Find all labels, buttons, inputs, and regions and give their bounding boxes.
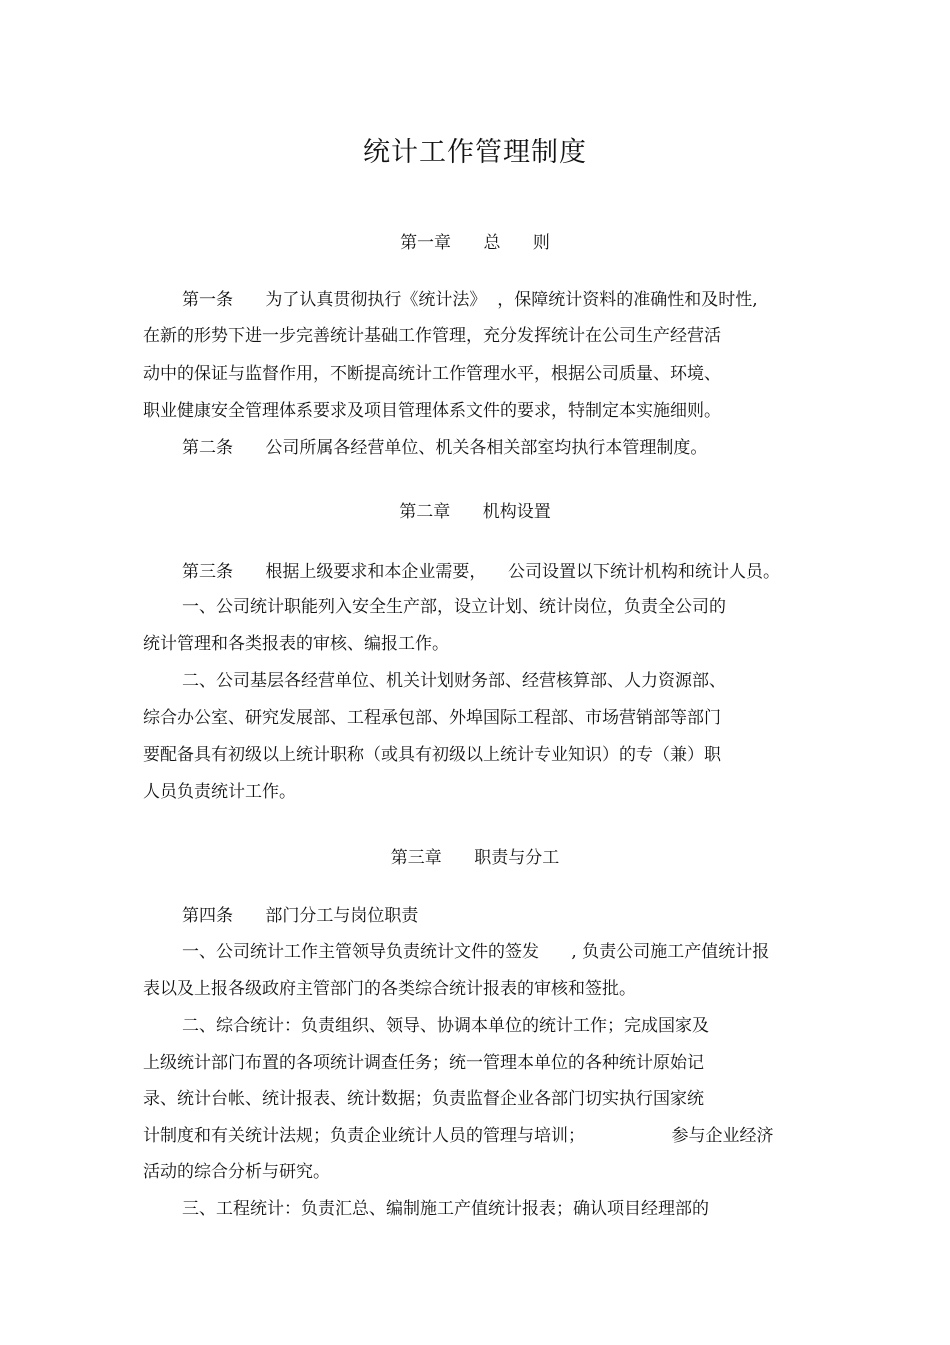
article-4-item-2-line-4: 计制度和有关统计法规；负责企业统计人员的管理与培训； 参与企业经济 [143,1126,774,1146]
document-title: 统计工作管理制度 [363,137,587,168]
article-4-item-1-line-2: 表以及上报各级政府主管部门的各类综合统计报表的审核和签批。 [143,979,636,999]
article-1-line-2: 在新的形势下进一步完善统计基础工作管理，充分发挥统计在公司生产经营活 [143,326,721,346]
article-3-item-2-line-4: 人员负责统计工作。 [143,782,296,802]
article-3-line-1: 第三条 根据上级要求和本企业需要， 公司设置以下统计机构和统计人员。 [182,562,781,582]
article-4-item-2-line-3: 录、统计台帐、统计报表、统计数据；负责监督企业各部门切实执行国家统 [143,1089,704,1109]
article-4-item-3-line-1: 三、工程统计：负责汇总、编制施工产值统计报表；确认项目经理部的 [182,1199,709,1219]
article-4-line-1: 第四条 部门分工与岗位职责 [182,906,419,926]
article-3-item-2-line-1: 二、公司基层各经营单位、机关计划财务部、经营核算部、人力资源部、 [182,671,726,691]
article-3-item-1-line-2: 统计管理和各类报表的审核、编报工作。 [143,634,449,654]
article-4-item-2-line-1: 二、综合统计：负责组织、领导、协调本单位的统计工作；完成国家及 [182,1016,709,1036]
article-1-line-1: 第一条 为了认真贯彻执行《统计法》 ，保障统计资料的准确性和及时性, [182,290,758,310]
article-1-line-4: 职业健康安全管理体系要求及项目管理体系文件的要求，特制定本实施细则。 [143,401,721,421]
article-1-line-3: 动中的保证与监督作用，不断提高统计工作管理水平，根据公司质量、环境、 [143,364,721,384]
article-3-item-2-line-3: 要配备具有初级以上统计职称（或具有初级以上统计专业知识）的专（兼）职 [143,745,721,765]
chapter-3-heading: 第三章 职责与分工 [390,848,560,868]
article-4-item-1-line-1: 一、公司统计工作主管领导负责统计文件的签发 , 负责公司施工产值统计报 [182,942,770,962]
chapter-2-heading: 第二章 机构设置 [399,502,551,522]
article-4-item-2-line-2: 上级统计部门布置的各项统计调查任务；统一管理本单位的各种统计原始记 [143,1053,704,1073]
chapter-1-heading: 第一章 总 则 [400,233,550,253]
article-3-item-1-line-1: 一、公司统计职能列入安全生产部，设立计划、统计岗位，负责全公司的 [182,597,726,617]
article-3-item-2-line-2: 综合办公室、研究发展部、工程承包部、外埠国际工程部、市场营销部等部门 [143,708,721,728]
article-4-item-2-line-5: 活动的综合分析与研究。 [143,1162,330,1182]
article-2-line-1: 第二条 公司所属各经营单位、机关各相关部室均执行本管理制度。 [182,438,708,458]
